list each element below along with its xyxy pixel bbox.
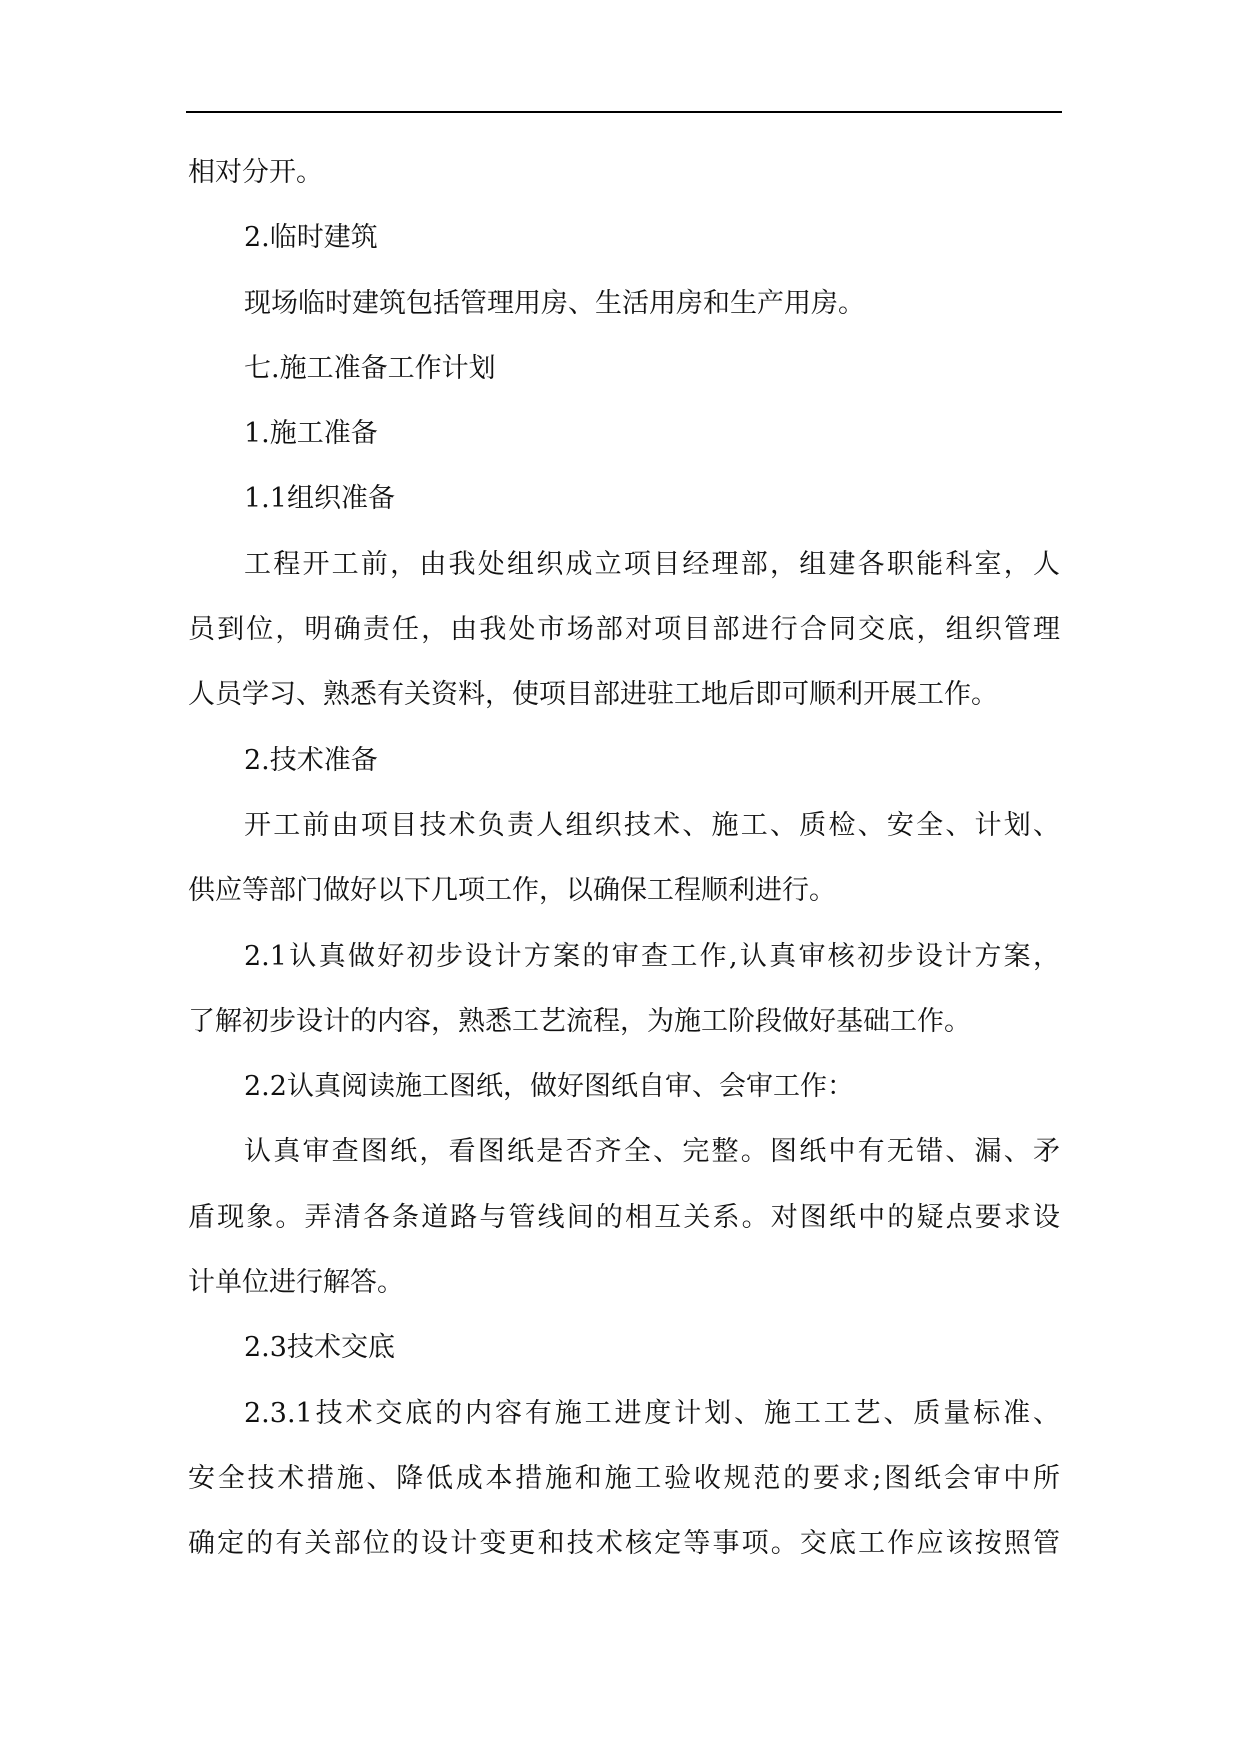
text-line: 认真审查图纸，看图纸是否齐全、完整。图纸中有无错、漏、矛: [244, 1136, 1060, 1168]
text-line: 2.3.1技术交底的内容有施工进度计划、施工工艺、质量标准、: [244, 1397, 1060, 1429]
text-line: 安全技术措施、降低成本措施和施工验收规范的要求;图纸会审中所: [188, 1462, 1060, 1494]
text-line: 现场临时建筑包括管理用房、生活用房和生产用房。: [244, 287, 865, 319]
document-body: [188, 157, 1060, 1594]
text-line: 2.1认真做好初步设计方案的审查工作,认真审核初步设计方案，: [244, 940, 1060, 972]
text-line: 2.技术准备: [244, 744, 378, 776]
text-line: 开工前由项目技术负责人组织技术、施工、质检、安全、计划、: [244, 809, 1060, 841]
text-line: 七.施工准备工作计划: [244, 352, 496, 384]
text-line: 员到位，明确责任，由我处市场部对项目部进行合同交底，组织管理: [188, 614, 1060, 646]
text-line: 人员学习、熟悉有关资料，使项目部进驻工地后即可顺利开展工作。: [188, 679, 998, 711]
text-line: 相对分开。: [188, 157, 323, 188]
text-line: 2.2认真阅读施工图纸，做好图纸自审、会审工作：: [244, 1071, 854, 1103]
text-line: 2.3技术交底: [244, 1332, 395, 1364]
text-line: 1.1组织准备: [244, 483, 395, 515]
text-line: 盾现象。弄清各条道路与管线间的相互关系。对图纸中的疑点要求设: [188, 1201, 1060, 1233]
text-line: 工程开工前，由我处组织成立项目经理部，组建各职能科室，人: [244, 548, 1060, 580]
text-line: 2.临时建筑: [244, 222, 378, 254]
header-rule: [186, 111, 1062, 113]
text-line: 计单位进行解答。: [188, 1267, 404, 1299]
text-line: 1.施工准备: [244, 418, 378, 450]
text-line: 确定的有关部位的设计变更和技术核定等事项。交底工作应该按照管: [188, 1528, 1060, 1560]
text-line: 了解初步设计的内容，熟悉工艺流程，为施工阶段做好基础工作。: [188, 1005, 971, 1037]
text-line: 供应等部门做好以下几项工作，以确保工程顺利进行。: [188, 875, 836, 907]
